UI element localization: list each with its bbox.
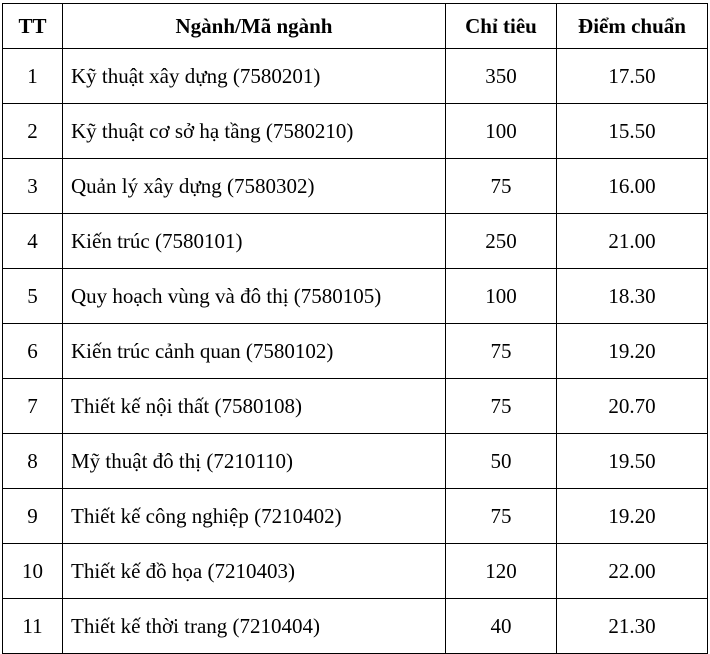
row-index: 10 [3, 544, 63, 599]
admission-scores-table [2, 3, 708, 654]
row-score: 15.50 [557, 104, 708, 159]
row-index: 5 [3, 269, 63, 324]
row-index: 2 [3, 104, 63, 159]
row-major-name: Mỹ thuật đô thị (7210110) [63, 434, 446, 489]
row-major-name: Thiết kế đồ họa (7210403) [63, 544, 446, 599]
row-quota: 40 [446, 599, 557, 654]
row-major-name: Thiết kế nội thất (7580108) [63, 379, 446, 434]
row-score: 21.30 [557, 599, 708, 654]
row-major-name: Kiến trúc cảnh quan (7580102) [63, 324, 446, 379]
row-index: 7 [3, 379, 63, 434]
row-score: 21.00 [557, 214, 708, 269]
row-index: 9 [3, 489, 63, 544]
row-major-name: Kỹ thuật cơ sở hạ tầng (7580210) [63, 104, 446, 159]
table-row [3, 379, 708, 434]
row-quota: 100 [446, 104, 557, 159]
row-score: 22.00 [557, 544, 708, 599]
row-index: 11 [3, 599, 63, 654]
table-row [3, 324, 708, 379]
row-index: 4 [3, 214, 63, 269]
header-major-code: Ngành/Mã ngành [63, 4, 446, 49]
table-row [3, 269, 708, 324]
header-benchmark-score: Điểm chuẩn [557, 4, 708, 49]
table-row [3, 49, 708, 104]
header-tt: TT [3, 4, 63, 49]
row-score: 19.50 [557, 434, 708, 489]
row-index: 1 [3, 49, 63, 104]
row-score: 19.20 [557, 324, 708, 379]
row-index: 3 [3, 159, 63, 214]
table-header-row [3, 4, 708, 49]
table-row [3, 159, 708, 214]
row-quota: 250 [446, 214, 557, 269]
table-row [3, 434, 708, 489]
row-major-name: Kiến trúc (7580101) [63, 214, 446, 269]
table-row [3, 214, 708, 269]
row-score: 20.70 [557, 379, 708, 434]
row-index: 6 [3, 324, 63, 379]
row-major-name: Thiết kế công nghiệp (7210402) [63, 489, 446, 544]
row-major-name: Quản lý xây dựng (7580302) [63, 159, 446, 214]
row-score: 17.50 [557, 49, 708, 104]
row-quota: 50 [446, 434, 557, 489]
row-quota: 350 [446, 49, 557, 104]
row-quota: 75 [446, 379, 557, 434]
table-row [3, 104, 708, 159]
header-quota: Chỉ tiêu [446, 4, 557, 49]
table-row [3, 544, 708, 599]
row-score: 18.30 [557, 269, 708, 324]
row-major-name: Thiết kế thời trang (7210404) [63, 599, 446, 654]
row-quota: 100 [446, 269, 557, 324]
row-quota: 75 [446, 324, 557, 379]
row-quota: 75 [446, 489, 557, 544]
table-row [3, 599, 708, 654]
table-row [3, 489, 708, 544]
row-quota: 120 [446, 544, 557, 599]
row-quota: 75 [446, 159, 557, 214]
row-index: 8 [3, 434, 63, 489]
row-major-name: Kỹ thuật xây dựng (7580201) [63, 49, 446, 104]
row-score: 19.20 [557, 489, 708, 544]
row-score: 16.00 [557, 159, 708, 214]
row-major-name: Quy hoạch vùng và đô thị (7580105) [63, 269, 446, 324]
admission-scores-table-container [2, 3, 707, 654]
